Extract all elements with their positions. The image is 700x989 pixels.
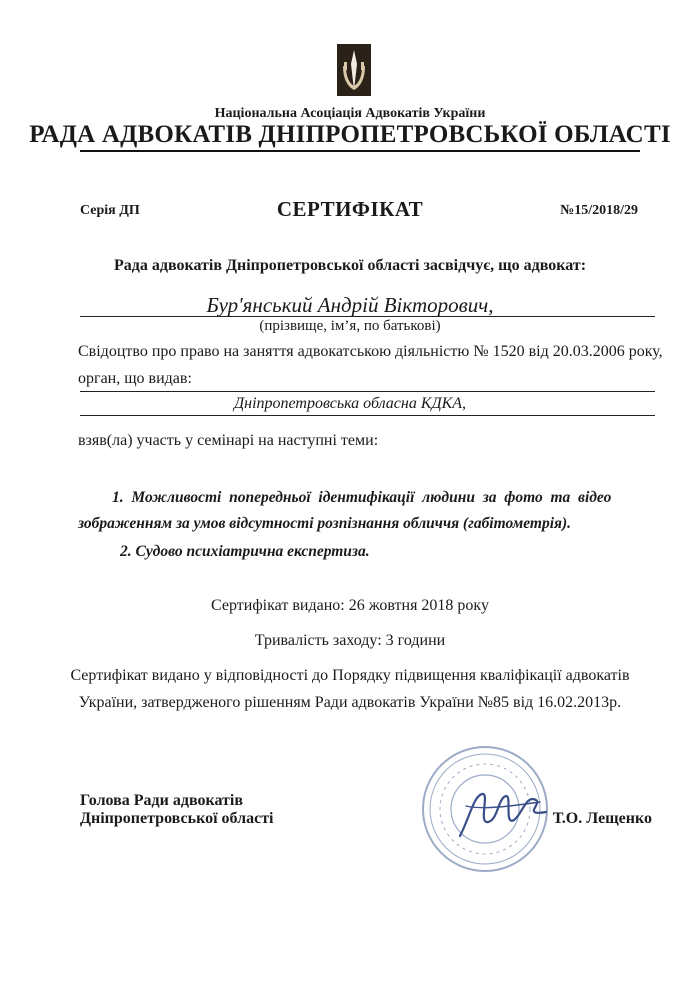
license-text: Свідоцтво про право на заняття адвокатською діяльністю № 1520 від 20.03.2006 року, <box>78 343 663 360</box>
trident-emblem-icon <box>337 44 371 96</box>
handwritten-signature <box>452 776 552 846</box>
lawyer-name: Бур'янський Андрій Вікторович, <box>206 293 494 317</box>
name-underline <box>80 316 655 317</box>
topic-2: 2. Судово психіатрична експертиза. <box>120 543 370 560</box>
issuer-top-line <box>80 391 655 392</box>
participated-text: взяв(ла) участь у семінарі на наступні теми: <box>78 432 379 449</box>
certificate-number: №15/2018/29 <box>560 203 638 218</box>
issuer-label: орган, що видав: <box>78 370 192 387</box>
name-hint: (прізвище, ім’я, по батькові) <box>259 318 441 334</box>
basis-line-1: Сертифікат видано у відповідності до Порядку підвищення кваліфікації адвокатів <box>70 667 630 684</box>
certificate-title: СЕРТИФІКАТ <box>276 197 424 221</box>
issuer-name: Дніпропетровська обласна КДКА, <box>233 395 467 412</box>
header-divider <box>80 150 640 152</box>
association-name: Національна Асоціація Адвокатів України <box>214 106 486 121</box>
topic-1-line-2: зображенням за умов відсутності розпізнання обличчя (габітометрія). <box>78 515 572 532</box>
topic-1-line-1: 1. Можливості попередньої ідентифікації людини за фото та відео <box>112 489 612 506</box>
issuer-underline <box>80 415 655 416</box>
duration: Тривалість заходу: 3 години <box>254 632 446 649</box>
council-title: РАДА АДВОКАТІВ ДНІПРОПЕТРОВСЬКОЇ ОБЛАСТІ <box>29 121 671 148</box>
signer-name: Т.О. Лещенко <box>552 810 652 827</box>
attest-text: Рада адвокатів Дніпропетровської області засвідчує, що адвокат: <box>113 257 587 274</box>
signer-position-line-1: Голова Ради адвокатів <box>80 792 243 809</box>
certificate-series: Серія ДП <box>80 203 140 218</box>
signer-position-line-2: Дніпропетровської області <box>80 810 274 827</box>
basis-line-2: України, затвердженого рішенням Ради адвокатів України №85 від 16.02.2013р. <box>78 694 622 711</box>
issued-date: Сертифікат видано: 26 жовтня 2018 року <box>211 597 489 614</box>
